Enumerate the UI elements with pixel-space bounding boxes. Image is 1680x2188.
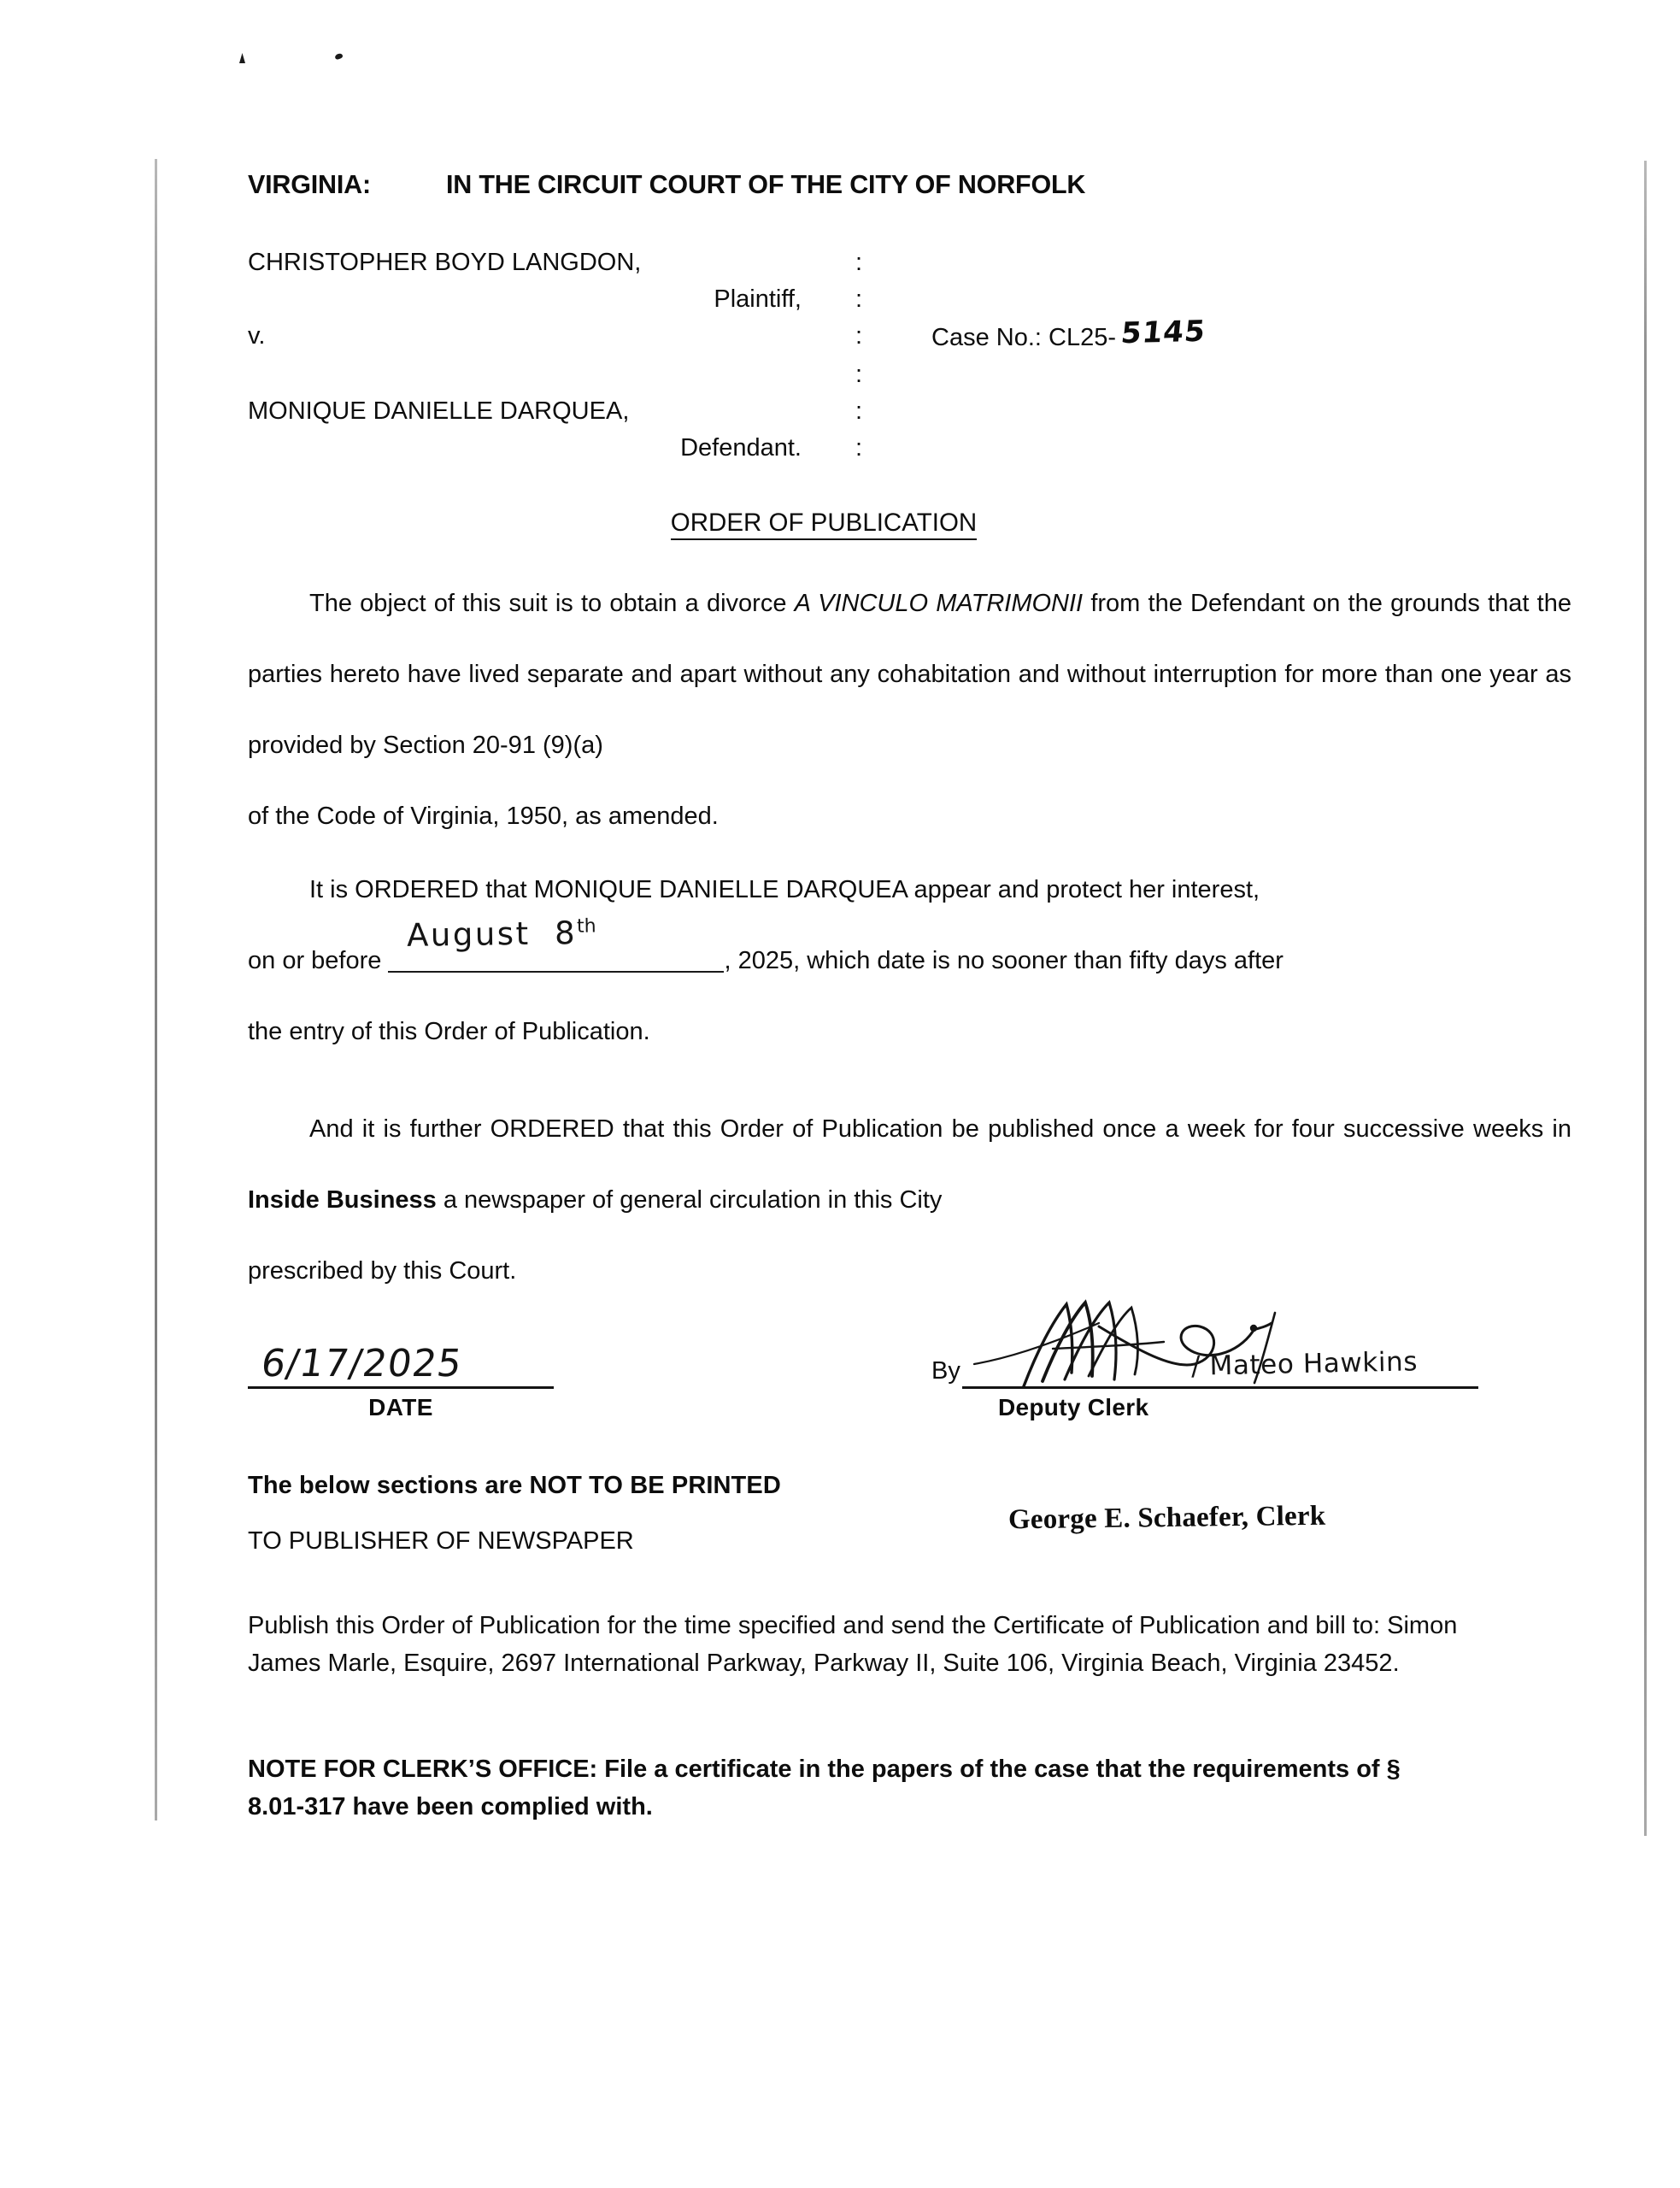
caption-colon: : bbox=[855, 397, 863, 425]
appearance-date-day: 8 bbox=[555, 914, 578, 952]
signature-row bbox=[248, 1316, 1572, 1470]
para1-tail: from the Defendant on the grounds that the parties hereto have lived separate and apart without any cohabitation and without interruption for more than one year as provided by Section 20-91 (9)(a) bbox=[248, 590, 1571, 759]
by-label: By bbox=[931, 1357, 960, 1385]
clerk-name-handwritten: / Mateo Hawkins bbox=[1190, 1346, 1419, 1382]
defendant-name: MONIQUE DANIELLE DARQUEA, bbox=[248, 397, 630, 425]
caption-colon: : bbox=[855, 434, 863, 462]
clerk-signature-block bbox=[931, 1316, 1478, 1421]
appearance-date-month-day: August bbox=[407, 915, 532, 954]
caption-spacer-1 bbox=[872, 244, 1410, 281]
scan-artifact-mark-right bbox=[334, 53, 344, 61]
date-signature-line[interactable] bbox=[248, 1316, 554, 1389]
page-title bbox=[248, 509, 1400, 538]
caption-spacer-6 bbox=[872, 430, 1410, 467]
not-to-be-printed-notice: The below sections are NOT TO BE PRINTED bbox=[248, 1472, 781, 1499]
para1-latin-term: A VINCULO MATRIMONII bbox=[794, 590, 1084, 617]
caption-colon: : bbox=[855, 285, 863, 313]
clerk-signature-line[interactable] bbox=[962, 1316, 1478, 1389]
versus-label: v. bbox=[248, 322, 266, 350]
case-caption bbox=[248, 244, 1410, 467]
para2-line1: It is ORDERED that MONIQUE DANIELLE DARQUEA appear and protect her interest, bbox=[309, 876, 1260, 903]
caption-spacer-4 bbox=[872, 356, 1410, 393]
date-label: DATE bbox=[368, 1394, 433, 1420]
para1-last-line: of the Code of Virginia, 1950, as amended. bbox=[248, 803, 719, 830]
appearance-date-blank[interactable] bbox=[388, 914, 724, 973]
para2-before-blank: on or before bbox=[248, 947, 389, 974]
paragraph-object-of-suit bbox=[248, 568, 1571, 852]
court-header-state: VIRGINIA: bbox=[248, 170, 371, 199]
defendant-role: Defendant. bbox=[680, 434, 802, 462]
clerk-stamp: George E. Schaefer, Clerk bbox=[1007, 1500, 1326, 1536]
court-header-court: IN THE CIRCUIT COURT OF THE CITY OF NORFOLK bbox=[446, 170, 1086, 199]
caption-spacer-5 bbox=[872, 393, 1410, 430]
court-header bbox=[248, 170, 1085, 200]
caption-colon: : bbox=[855, 322, 863, 350]
case-number-handwritten: 5145 bbox=[1119, 314, 1207, 351]
case-number bbox=[872, 314, 1410, 356]
to-publisher-heading: TO PUBLISHER OF NEWSPAPER bbox=[248, 1527, 634, 1555]
date-signature-block bbox=[248, 1316, 554, 1421]
para2-blank-line-row bbox=[248, 914, 1571, 997]
para3-lead: And it is further ORDERED that this Order of Publication be published once a week for four successive weeks in bbox=[309, 1115, 1571, 1143]
publish-instructions: Publish this Order of Publication for the time specified and send the Certificate of Publication and bill to: Simon James Marle, Esquire, 2697 International Parkway, Parkway II, Suite 106, Virginia Beach, Virginia 23452. bbox=[248, 1612, 1458, 1677]
caption-colon: : bbox=[855, 361, 863, 388]
caption-spacer-3 bbox=[248, 356, 846, 393]
date-handwritten: 6/17/2025 bbox=[258, 1342, 466, 1385]
caption-spacer-2 bbox=[872, 281, 1410, 318]
page-title-text: ORDER OF PUBLICATION bbox=[671, 509, 977, 540]
page-edge-rule-left bbox=[155, 159, 157, 1820]
appearance-date-suffix: th bbox=[577, 915, 597, 938]
by-row bbox=[931, 1316, 1478, 1389]
plaintiff-role: Plaintiff, bbox=[714, 285, 802, 313]
plaintiff-name: CHRISTOPHER BOYD LANGDON, bbox=[248, 249, 642, 276]
para3-tail: a newspaper of general circulation in this City bbox=[436, 1186, 943, 1214]
deputy-clerk-label: Deputy Clerk bbox=[998, 1394, 1149, 1420]
appearance-date-handwritten bbox=[407, 891, 597, 970]
para2-after-blank: , 2025, which date is no sooner than fifty days after bbox=[724, 947, 1283, 974]
page-edge-rule-right bbox=[1644, 161, 1647, 1836]
caption-colon: : bbox=[855, 249, 863, 276]
para3-last-line: prescribed by this Court. bbox=[248, 1257, 517, 1285]
case-number-label: Case No.: CL25- bbox=[931, 324, 1116, 351]
paragraph-publication-order bbox=[248, 1094, 1571, 1307]
para1-lead: The object of this suit is to obtain a divorce bbox=[309, 590, 795, 617]
newspaper-name: Inside Business bbox=[248, 1186, 437, 1214]
scan-artifact-mark-left bbox=[239, 53, 245, 63]
clerk-office-note: NOTE FOR CLERK’S OFFICE: File a certificate in the papers of the case that the requirements of § 8.01-317 have been complied with. bbox=[248, 1756, 1401, 1820]
para2-last-line: the entry of this Order of Publication. bbox=[248, 1018, 650, 1045]
paragraph-appearance-order bbox=[248, 855, 1571, 1068]
